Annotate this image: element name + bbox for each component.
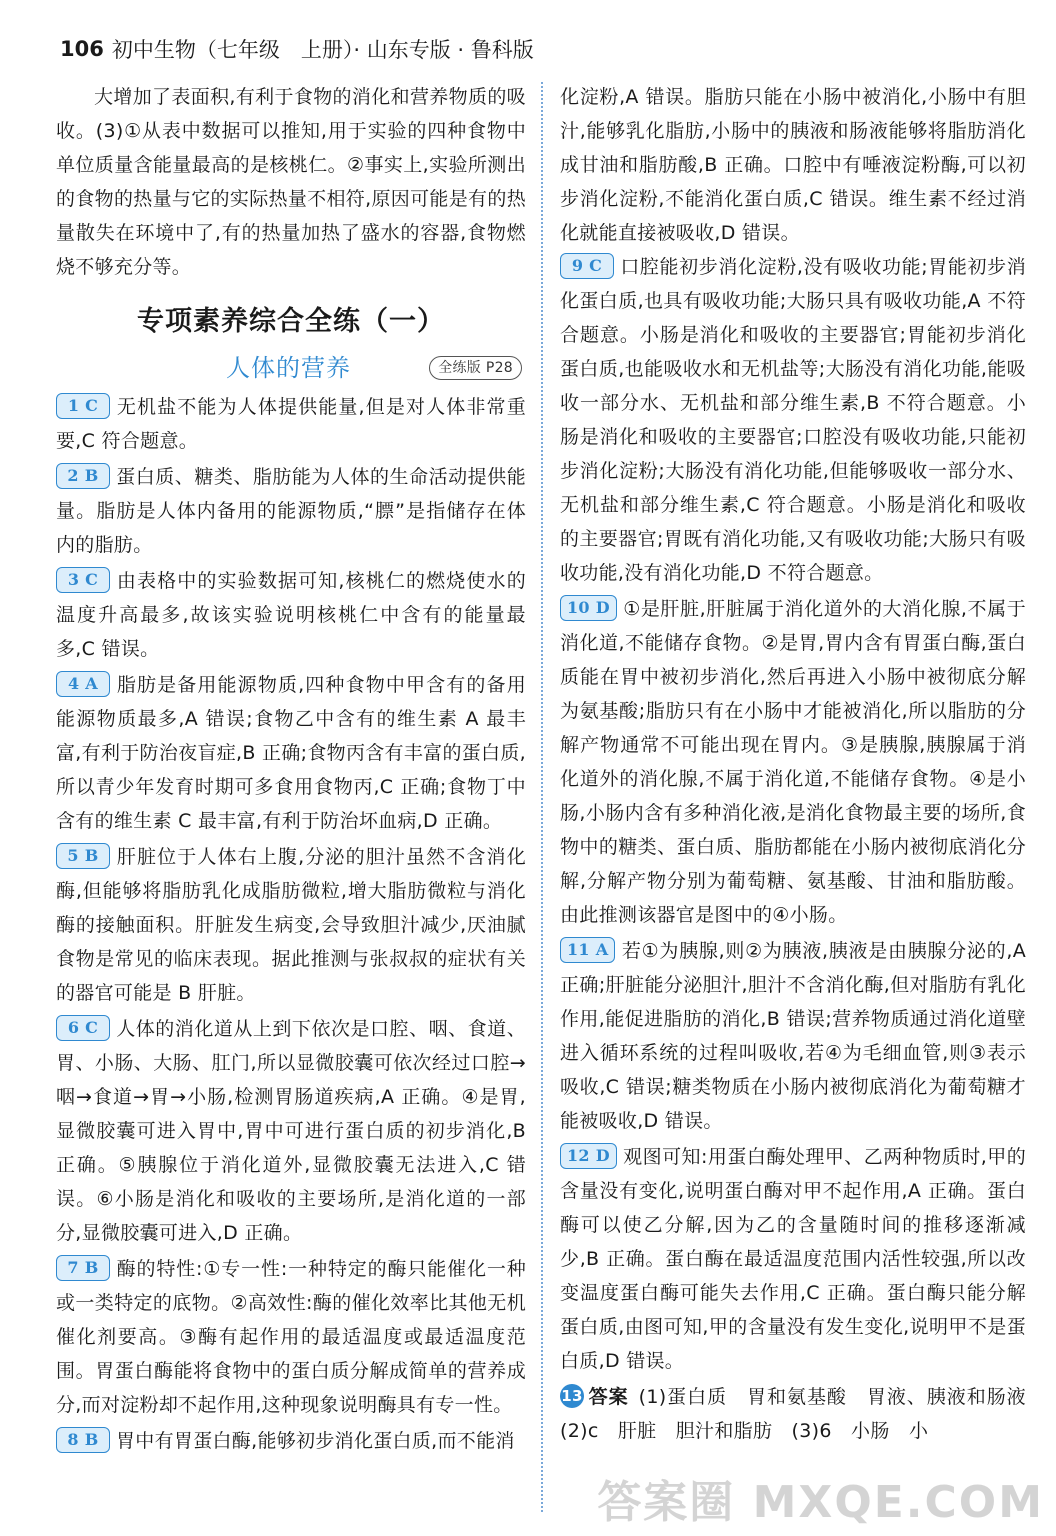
- answer-badge: 10 D: [560, 595, 617, 621]
- answer-item-13: [560, 1380, 1046, 1448]
- subsection-title: 人体的营养: [226, 354, 351, 382]
- answer-badge: 4 A: [56, 671, 110, 697]
- watermark: 答案圈 MXQE.COM: [597, 1477, 1044, 1528]
- continuation-paragraph: 化淀粉,A 错误。脂肪只能在小肠中被消化,小肠中有胆汁,能够乳化脂肪,小肠中的胰液和肠液能够将脂肪消化成甘油和脂肪酸,B 正确。口腔中有唾液淀粉酶,可以初步消化淀粉,不能消化蛋白质,C 错误。维生素不经过消化就能直接被吸收,D 错误。: [560, 86, 1026, 244]
- answer-badge: 6 C: [56, 1015, 110, 1041]
- column-divider: [541, 82, 543, 1512]
- book-title: 初中生物（七年级 上册）· 山东专版 · 鲁科版: [111, 38, 534, 62]
- answer-item: [56, 668, 526, 838]
- answer-badge: 2 B: [56, 463, 110, 489]
- reference-tag: 全练版 P28: [429, 356, 522, 380]
- answer-item: [56, 1252, 526, 1422]
- answer-text: 若①为胰腺,则②为胰液,胰液是由胰腺分泌的,A 正确;肝脏能分泌胆汁,胆汁不含消化酶,但对脂肪有乳化作用,能促进脂肪的消化,B 错误;营养物质通过消化道壁进入循环系统的过程叫吸收,若④为毛细血管,则③表示吸收,C 错误;糖类物质在小肠内被彻底消化为葡萄糖才能被吸收,D 错误。: [560, 940, 1026, 1132]
- left-column: [56, 80, 526, 1460]
- answer-item: [560, 592, 1026, 932]
- answer-text: 无机盐不能为人体提供能量,但是对人体非常重要,C 符合题意。: [56, 396, 526, 452]
- answer-item: [560, 250, 1026, 590]
- question-number-badge: 13: [560, 1384, 584, 1408]
- answer-text: (1)蛋白质 胃和氨基酸 胃液、胰液和肠液 (2)c 肝脏 胆汁和脂肪 (3)6 小肠 小: [560, 1386, 1046, 1442]
- intro-paragraph: 大增加了表面积,有利于食物的消化和营养物质的吸收。(3)①从表中数据可以推知,用于实验的四种食物中单位质量含能量最高的是核桃仁。②事实上,实验所测出的食物的热量与它的实际热量不相符,原因可能是有的热量散失在环境中了,有的热量加热了盛水的容器,食物燃烧不够充分等。: [56, 86, 526, 278]
- answer-item: [56, 460, 526, 562]
- answer-text: ①是肝脏,肝脏属于消化道外的大消化腺,不属于消化道,不能储存食物。②是胃,胃内含有胃蛋白酶,蛋白质能在胃中被初步消化,然后再进入小肠中被彻底分解为氨基酸;脂肪只有在小肠中才能被消化,所以脂肪的分解产物通常不可能出现在胃内。③是胰腺,胰腺属于消化道外的消化腺,不属于消化道,不能储存食物。④是小肠,小肠内含有多种消化液,是消化食物最主要的场所,食物中的糖类、蛋白质、脂肪都能在小肠内被彻底消化分解,分解产物分别为葡萄糖、氨基酸、甘油和脂肪酸。由此推测该器官是图中的④小肠。: [560, 598, 1026, 926]
- answer-item: [56, 1424, 526, 1458]
- answer-badge: 8 B: [56, 1427, 110, 1453]
- answer-item: [560, 1140, 1026, 1378]
- answer-badge: 12 D: [560, 1143, 617, 1169]
- answer-badge: 11 A: [560, 937, 615, 963]
- answer-text: 口腔能初步消化淀粉,没有吸收功能;胃能初步消化蛋白质,也具有吸收功能;大肠只具有吸收功能,A 不符合题意。小肠是消化和吸收的主要器官;胃能初步消化蛋白质,也能吸收水和无机盐等;大肠没有消化功能,能吸收一部分水、无机盐和部分维生素,B 不符合题意。小肠是消化和吸收的主要器官;口腔没有吸收功能,只能初步消化淀粉;大肠没有消化功能,但能够吸收一部分水、无机盐和部分维生素,C 符合题意。小肠是消化和吸收的主要器官;胃既有消化功能,又有吸收功能;大肠只有吸收功能,没有消化功能,D 不符合题意。: [560, 256, 1026, 584]
- answer-text: 肝脏位于人体右上腹,分泌的胆汁虽然不含消化酶,但能够将脂肪乳化成脂肪微粒,增大脂肪微粒与消化酶的接触面积。肝脏发生病变,会导致胆汁减少,厌油腻食物是常见的临床表现。据此推测与张叔叔的症状有关的器官可能是 B 肝脏。: [56, 846, 526, 1004]
- answer-text: 人体的消化道从上到下依次是口腔、咽、食道、胃、小肠、大肠、肛门,所以显微胶囊可依次经过口腔→咽→食道→胃→小肠,检测胃肠道疾病,A 正确。④是胃,显微胶囊可进入胃中,胃中可进行蛋白质的初步消化,B 正确。⑤胰腺位于消化道外,显微胶囊无法进入,C 错误。⑥小肠是消化和吸收的主要场所,是消化道的一部分,显微胶囊可进入,D 正确。: [56, 1018, 526, 1244]
- answer-item: [56, 564, 526, 666]
- answer-item: [56, 840, 526, 1010]
- answer-badge: 1 C: [56, 393, 110, 419]
- answer-text: 观图可知:用蛋白酶处理甲、乙两种物质时,甲的含量没有变化,说明蛋白酶对甲不起作用,A 正确。蛋白酶可以使乙分解,因为乙的含量随时间的推移逐渐减少,B 正确。蛋白酶在最适温度范围内活性较强,所以改变温度蛋白酶可能失去作用,C 正确。蛋白酶只能分解蛋白质,由图可知,甲的含量没有发生变化,说明甲不是蛋白质,D 错误。: [560, 1146, 1026, 1372]
- page-header: [60, 32, 534, 66]
- answer-text: 脂肪是备用能源物质,四种食物中甲含有的备用能源物质最多,A 错误;食物乙中含有的维生素 A 最丰富,有利于防治夜盲症,B 正确;食物丙含有丰富的蛋白质,所以青少年发育时期可多食用食物丙,C 正确;食物丁中含有的维生素 C 最丰富,有利于防治坏血病,D 正确。: [56, 674, 526, 832]
- answer-text: 胃中有胃蛋白酶,能够初步消化蛋白质,而不能消: [116, 1430, 515, 1452]
- right-column: [560, 80, 1046, 1450]
- answer-item: [56, 390, 526, 458]
- answer-text: 酶的特性:①专一性:一种特定的酶只能催化一种或一类特定的底物。②高效性:酶的催化效率比其他无机催化剂要高。③酶有起作用的最适温度或最适温度范围。胃蛋白酶能将食物中的蛋白质分解成简单的营养成分,而对淀粉却不起作用,这种现象说明酶具有专一性。: [56, 1258, 526, 1416]
- subsection-header: [56, 348, 526, 388]
- answer-text: 由表格中的实验数据可知,核桃仁的燃烧使水的温度升高最多,故该实验说明核桃仁中含有的能量最多,C 错误。: [56, 570, 526, 660]
- answer-item: [560, 934, 1026, 1138]
- answer-badge: 9 C: [560, 253, 614, 279]
- section-title: 专项素养综合全练（一）: [137, 306, 445, 337]
- answer-item: [56, 1012, 526, 1250]
- answer-badge: 3 C: [56, 567, 110, 593]
- page-number: 106: [60, 37, 104, 61]
- answer-badge: 7 B: [56, 1255, 110, 1281]
- answer-text: 蛋白质、糖类、脂肪能为人体的生命活动提供能量。脂肪是人体内备用的能源物质,“膘”是指储存在体内的脂肪。: [56, 466, 526, 556]
- answer-badge: 5 B: [56, 843, 110, 869]
- answer-label: 答案: [588, 1386, 629, 1408]
